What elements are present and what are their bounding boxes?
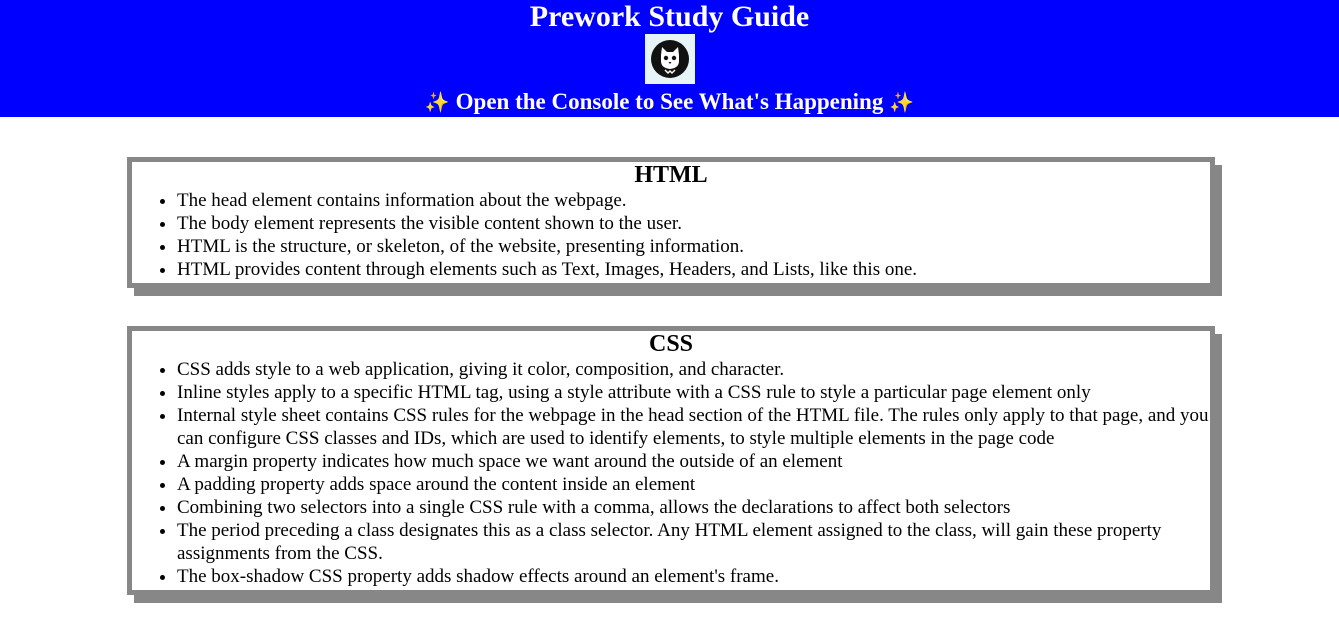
list-item: • HTML is the structure, or skeleton, of the website, presenting information.: [177, 235, 1210, 258]
list-item: • CSS adds style to a web application, giving it color, composition, and character.: [177, 358, 1210, 381]
html-section-card: [127, 157, 1215, 288]
page-subtitle: [0, 88, 1339, 116]
list-item: • A padding property adds space around the content inside an element: [177, 473, 1210, 496]
css-section-title: CSS: [648, 331, 694, 357]
css-notes-list: [132, 358, 1210, 588]
subtitle-text: Open the Console to See What's Happening: [455, 89, 884, 114]
sparkle-icon-right: ✨: [889, 90, 915, 114]
list-item: • Internal style sheet contains CSS rules for the webpage in the head section of the HTML file. The rules only apply to that page, and you can configure CSS classes and IDs, which are used to identify elements, to style multiple elements in the page code: [177, 404, 1210, 450]
css-section-card: [127, 326, 1215, 595]
list-item: • The body element represents the visible content shown to the user.: [177, 212, 1210, 235]
list-item: • HTML provides content through elements such as Text, Images, Headers, and Lists, like this one.: [177, 258, 1210, 281]
page-title: Prework Study Guide: [529, 0, 810, 33]
list-item: • Inline styles apply to a specific HTML tag, using a style attribute with a CSS rule to style a particular page element only: [177, 381, 1210, 404]
list-item: • A margin property indicates how much space we want around the outside of an element: [177, 450, 1210, 473]
list-item: • Combining two selectors into a single CSS rule with a comma, allows the declarations to affect both selectors: [177, 496, 1210, 519]
list-item: • The box-shadow CSS property adds shadow effects around an element's frame.: [177, 565, 1210, 588]
html-notes-list: [132, 189, 1210, 281]
cat-icon: [650, 39, 690, 79]
list-item: • The period preceding a class designates this as a class selector. Any HTML element assigned to the class, will gain these property assignments from the CSS.: [177, 519, 1210, 565]
list-item: • The head element contains information about the webpage.: [177, 189, 1210, 212]
sparkle-icon-left: ✨: [424, 90, 450, 114]
avatar: [645, 34, 695, 84]
html-section-title: HTML: [634, 162, 708, 188]
page-header: [0, 0, 1339, 117]
